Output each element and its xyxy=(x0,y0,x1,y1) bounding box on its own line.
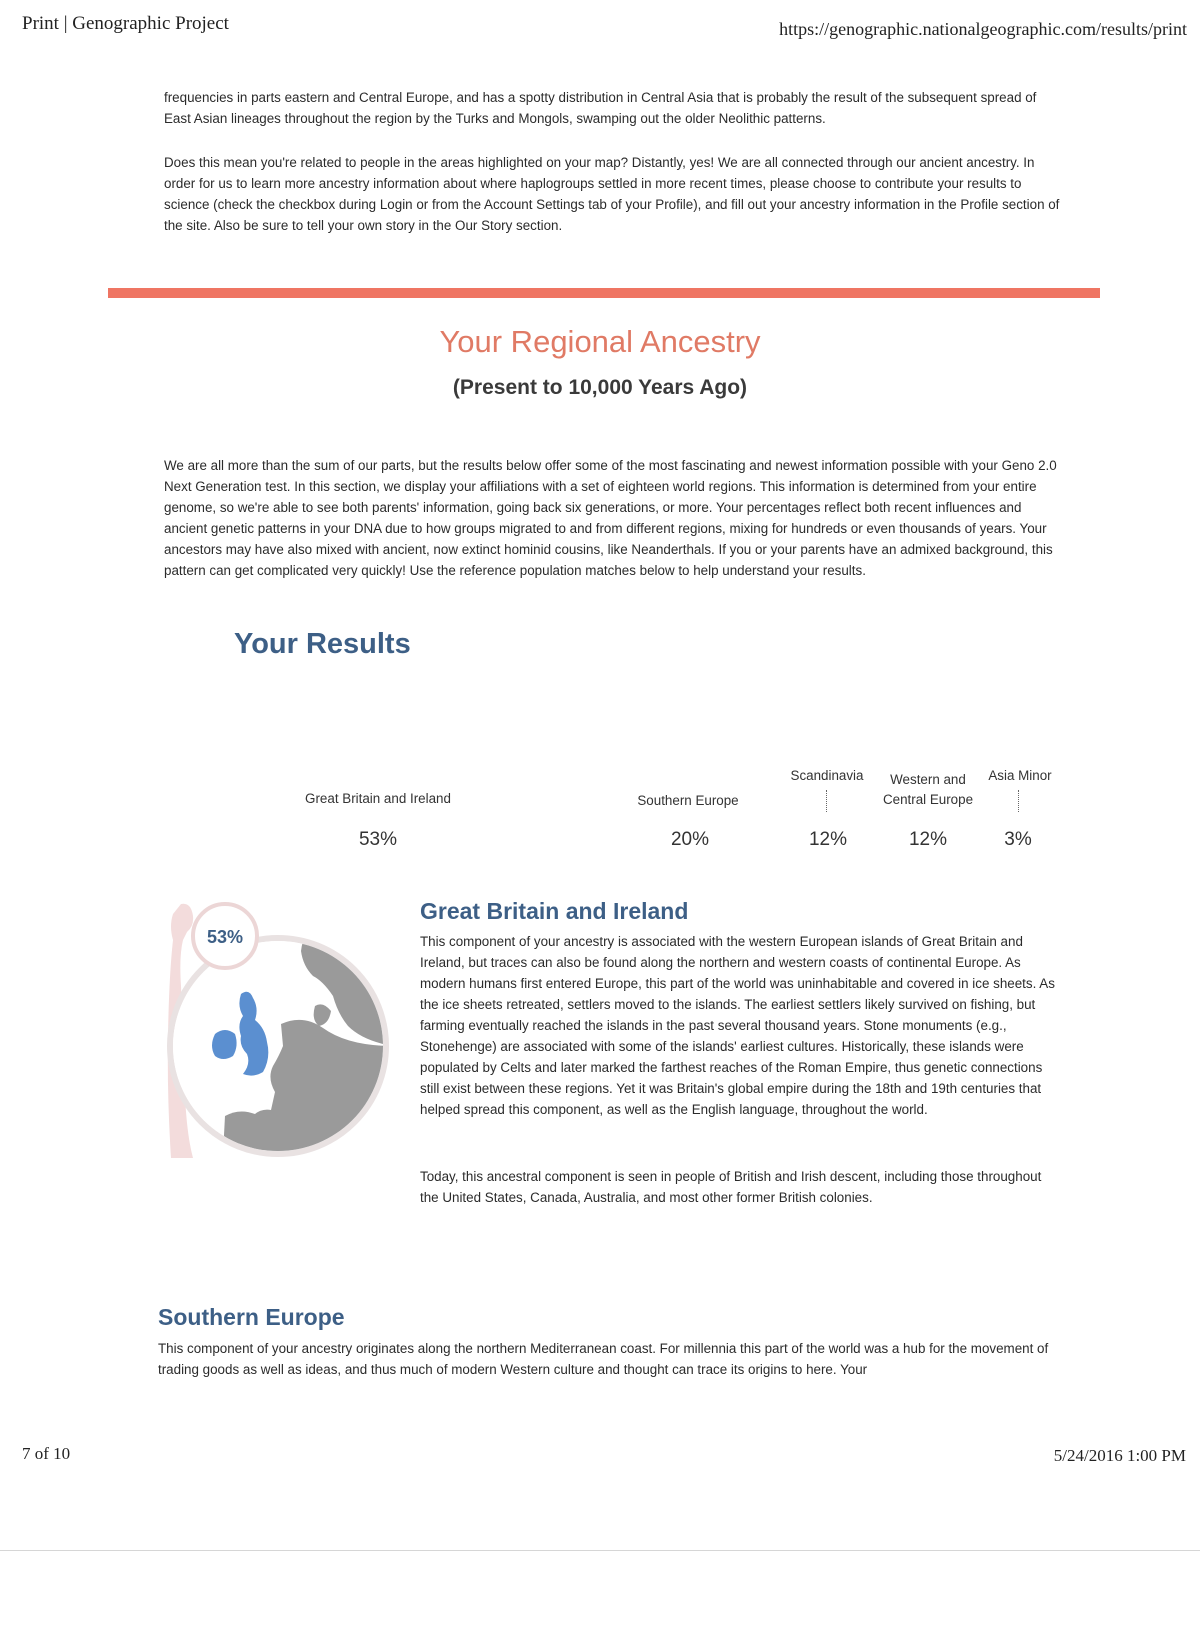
great-britain-ireland-paragraph-1: This component of your ancestry is associated with the western European islands of Great Britain and Ireland, but traces can also be found along the northern and western coasts of continental Europe. As modern humans first entered Europe, this part of the world was uninhabitable and covered in ice sheets. As the ice sheets retreated, settlers moved to the islands. The earliest settlers likely survived on fishing, but farming eventually reached the islands in the past several thousand years. Stone monuments (e.g., Stonehenge) are associated with some of the islands' earliest cultures. Historically, these islands were populated by Celts and later marked the farthest reaches of the Roman Empire, thus genetic connections still exist between these regions. Yet it was Britain's global empire during the 18th and 19th centuries that helped spread this component, as well as the English language, throughout the world. xyxy=(420,934,1055,1117)
result-pct-scandinavia: 12% xyxy=(808,829,848,850)
result-pct-asia-minor: 3% xyxy=(1004,829,1032,850)
regional-ancestry-subtitle: (Present to 10,000 Years Ago) xyxy=(452,376,748,399)
asia-minor-leader-line xyxy=(1018,790,1019,812)
europe-map-icon xyxy=(163,896,393,1160)
intro-paragraph-1: frequencies in parts eastern and Central Europe, and has a spotty distribution in Central Asia that is probably the result of the subsequent spread of East Asian lineages throughout the region by the Turks and Mongols, swamping out the older Neolithic patterns. xyxy=(164,90,1037,126)
southern-europe-heading: Southern Europe xyxy=(158,1304,345,1330)
map-badge-pct: 53% xyxy=(206,927,244,947)
intro-paragraph-2: Does this mean you're related to people in the areas highlighted on your map? Distantly, yes! We are all connected through our ancient ancestry. In order for us to learn more ancestry information about where haplogroups settled in more recent times, please choose to contribute your results to science (check the checkbox during Login or from the Account Settings tab of your Profile), and fill out your ancestry information in the Profile section of the site. Also be sure to tell your own story in the Our Story section. xyxy=(164,155,1060,233)
regional-ancestry-title: Your Regional Ancestry xyxy=(439,324,761,359)
great-britain-ireland-paragraph-2: Today, this ancestral component is seen in people of British and Irish descent, including those throughout the United States, Canada, Australia, and most other former British colonies. xyxy=(420,1169,1042,1205)
regional-ancestry-intro: We are all more than the sum of our parts, but the results below offer some of the most fascinating and newest information possible with your Geno 2.0 Next Generation test. In this section, we display your affiliations with a set of eighteen world regions. This information is determined from your entire genome, so we're able to see both parents' information, going back six generations, or more. Your percentages reflect both recent influences and ancient genetic patterns in your DNA due to how groups migrated to and from different regions, mixing for hundreds or even thousands of years. Your ancestors may have also mixed with ancient, now extinct hominid cousins, like Neanderthals. If you or your parents have an admixed background, this pattern can get complicated very quickly! Use the reference population matches below to help understand your results. xyxy=(164,458,1057,578)
print-header-title: Print | Genographic Project xyxy=(22,13,229,34)
result-label-great-britain-ireland: Great Britain and Ireland xyxy=(305,791,451,806)
result-pct-great-britain-ireland: 53% xyxy=(358,829,398,850)
result-label-western-central-europe: Western and Central Europe xyxy=(882,772,974,807)
southern-europe-paragraph-1: This component of your ancestry originates along the northern Mediterranean coast. For millennia this part of the world was a hub for the movement of trading goods as well as ideas, and thus much of modern Western culture and thought can trace its origins to here. Your xyxy=(158,1341,1049,1377)
result-label-scandinavia: Scandinavia xyxy=(790,768,864,783)
result-pct-western-central-europe: 12% xyxy=(908,829,948,850)
page-count: 7 of 10 xyxy=(22,1444,71,1463)
print-header-url: https://genographic.nationalgeographic.com/results/print xyxy=(779,19,1187,39)
section-divider xyxy=(108,288,1100,298)
great-britain-ireland-heading: Great Britain and Ireland xyxy=(420,898,689,924)
result-label-southern-europe: Southern Europe xyxy=(637,793,739,808)
result-label-asia-minor: Asia Minor xyxy=(988,768,1052,783)
result-pct-southern-europe: 20% xyxy=(670,829,710,850)
great-britain-ireland-map xyxy=(163,896,393,1160)
your-results-title: Your Results xyxy=(234,628,411,660)
scandinavia-leader-line xyxy=(826,790,827,812)
page-bottom-edge xyxy=(0,1550,1200,1551)
print-timestamp: 5/24/2016 1:00 PM xyxy=(1053,1446,1186,1465)
